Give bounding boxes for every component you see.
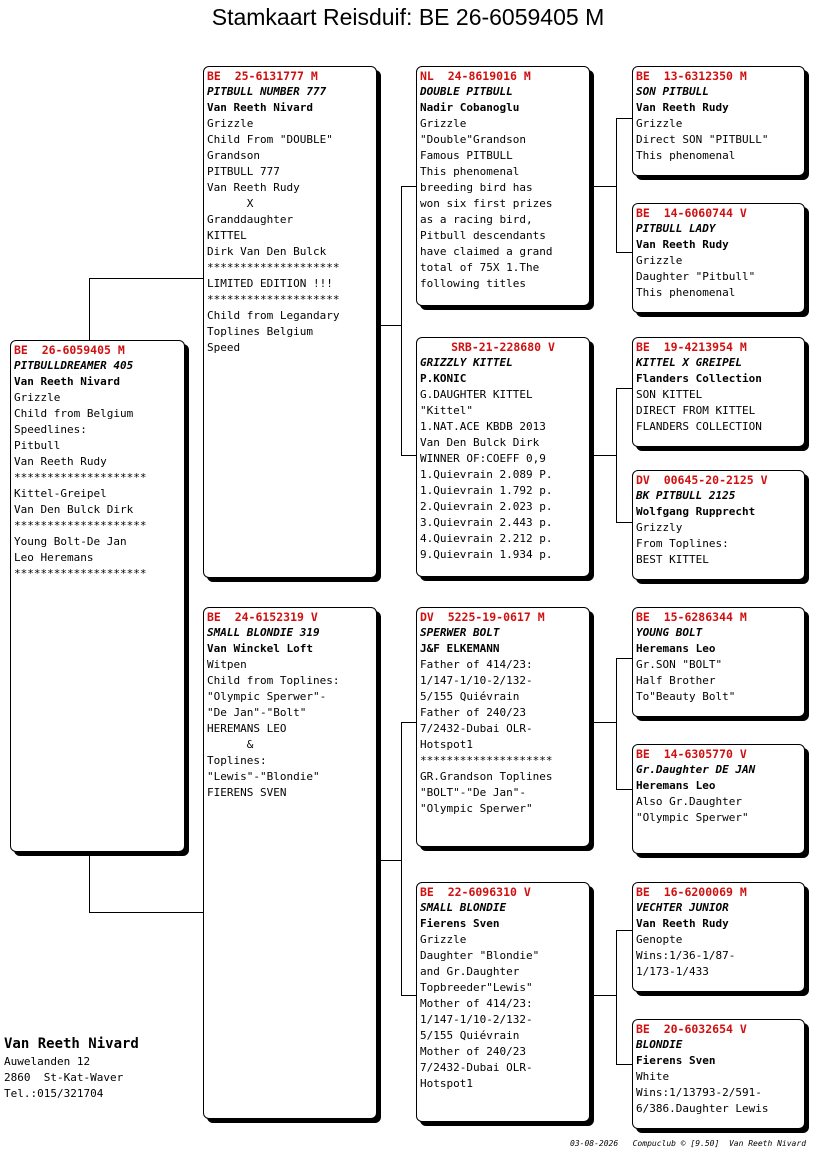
pigeon-name: PITBULL LADY (636, 222, 716, 235)
info-line: Van Den Bulck Dirk (14, 503, 134, 516)
info-line: Also Gr.Daughter (636, 795, 742, 808)
info-line: "Lewis"-"Blondie" (207, 770, 320, 783)
pigeon-name: PITBULL NUMBER 777 (207, 85, 327, 98)
info-line: Kittel-Greipel (14, 487, 107, 500)
pigeon-name: GRIZZLY KITTEL (420, 356, 513, 369)
pigeon-owner: P.KONIC (420, 372, 467, 385)
connector (616, 789, 633, 790)
pigeon-card-mmm[interactable] (632, 1019, 805, 1129)
pigeon-card-fmf[interactable] (632, 337, 805, 447)
info-line: have claimed a grand (420, 245, 553, 258)
info-line: 6/386.Daughter Lewis (636, 1102, 769, 1115)
pigeon-owner: Van Reeth Nivard (14, 375, 120, 388)
connector (616, 930, 633, 931)
info-line: 1/173-1/433 (636, 965, 709, 978)
pigeon-card-fmm[interactable] (632, 470, 805, 580)
info-line: 9.Quievrain 1.934 p. (420, 548, 553, 561)
info-line: Speed (207, 341, 241, 354)
connector (616, 930, 617, 1065)
breeder-info (4, 1034, 139, 1102)
pigeon-owner: Van Reeth Rudy (636, 917, 729, 930)
ring-number: NL 24-8619016 M (420, 69, 531, 83)
pigeon-card-paternal-grandmother[interactable] (416, 337, 590, 577)
info-line: BEST KITTEL (636, 553, 709, 566)
info-line: Witpen (207, 658, 247, 671)
info-line: won six first prizes (420, 197, 553, 210)
info-line: Hotspot1 (420, 1077, 473, 1090)
footer: 03-08-2026 Compuclub © [9.50] Van Reeth Nivard (570, 1139, 807, 1148)
pigeon-name: DOUBLE PITBULL (420, 85, 513, 98)
info-line: Dirk Van Den Bulck (207, 245, 327, 258)
pigeon-card-mfm[interactable] (632, 744, 805, 854)
ring-number: BE 14-6305770 V (636, 747, 747, 761)
pigeon-card-mff[interactable] (632, 607, 805, 717)
info-line: "Olympic Sperwer" (420, 802, 533, 815)
connector (590, 722, 616, 723)
info-line: Granddaughter (207, 213, 294, 226)
pigeon-card-maternal-grandmother[interactable] (416, 882, 590, 1122)
ring-number: BE 25-6131777 M (207, 69, 318, 83)
info-line: Half Brother (636, 674, 716, 687)
pigeon-owner: Nadir Cobanoglu (420, 101, 520, 114)
pigeon-name: PITBULLDREAMER 405 (14, 359, 134, 372)
info-line: 1.NAT.ACE KBDB 2013 (420, 420, 546, 433)
pigeon-owner: Heremans Leo (636, 779, 716, 792)
info-line: Grizzle (420, 117, 467, 130)
connector (616, 118, 617, 253)
info-line: FIERENS SVEN (207, 786, 287, 799)
info-line: This phenomenal (420, 165, 520, 178)
connector (401, 186, 402, 456)
pigeon-owner: Van Winckel Loft (207, 642, 313, 655)
connector (89, 912, 204, 913)
info-line: Wins:1/36-1/87- (636, 949, 736, 962)
pigeon-name: SPERWER BOLT (420, 626, 500, 639)
info-line: GR.Grandson Toplines (420, 770, 553, 783)
info-line: 7/2432-Dubai OLR- (420, 1061, 533, 1074)
info-line: Grizzle (636, 254, 683, 267)
info-line: This phenomenal (636, 286, 736, 299)
info-line: 2.Quievrain 2.023 p. (420, 500, 553, 513)
info-line: Famous PITBULL (420, 149, 513, 162)
pigeon-name: BLONDIE (636, 1038, 683, 1051)
pigeon-name: BK PITBULL 2125 (636, 489, 736, 502)
info-line: Pitbull descendants (420, 229, 546, 242)
ring-number: BE 19-4213954 M (636, 340, 747, 354)
info-line: ******************** (14, 471, 147, 484)
pigeon-name: SMALL BLONDIE (420, 901, 507, 914)
info-line: 7/2432-Dubai OLR- (420, 722, 533, 735)
info-line: 1.Quievrain 2.089 P. (420, 468, 553, 481)
pigeon-owner: J&F ELKEMANN (420, 642, 500, 655)
info-line: 1/147-1/10-2/132- (420, 1013, 533, 1026)
info-line: WINNER OF:COEFF 0,9 (420, 452, 546, 465)
info-line: Child From "DOUBLE" (207, 133, 333, 146)
info-line: Speedlines: (14, 423, 87, 436)
connector (89, 278, 204, 279)
info-line: Van Den Bulck Dirk (420, 436, 540, 449)
info-line: Wins:1/13793-2/591- (636, 1086, 762, 1099)
connector (616, 388, 633, 389)
breeder-city: 2860 St-Kat-Waver (4, 1071, 124, 1084)
pigeon-name: SMALL BLONDIE 319 (207, 626, 320, 639)
info-line: KITTEL (207, 229, 247, 242)
connector (89, 852, 90, 913)
pigeon-owner: Wolfgang Rupprecht (636, 505, 756, 518)
connector (401, 995, 417, 996)
info-line: "Double"Grandson (420, 133, 526, 146)
info-line: Toplines: (207, 754, 267, 767)
info-line: Father of 240/23 (420, 706, 526, 719)
pigeon-card-paternal-grandfather[interactable] (416, 66, 590, 306)
info-line: PITBULL 777 (207, 165, 280, 178)
info-line: as a racing bird, (420, 213, 533, 226)
connector (616, 1064, 633, 1065)
breeder-phone: Tel.:015/321704 (4, 1087, 104, 1100)
info-line: Grandson (207, 149, 260, 162)
info-line: Grizzle (420, 933, 467, 946)
info-line: "Olympic Sperwer" (636, 811, 749, 824)
info-line: breeding bird has (420, 181, 533, 194)
info-line: ******************** (14, 519, 147, 532)
info-line: 4.Quievrain 2.212 p. (420, 532, 553, 545)
info-line: Van Reeth Rudy (14, 455, 107, 468)
info-line: Leo Heremans (14, 551, 94, 564)
connector (616, 252, 633, 253)
ring-number: BE 22-6096310 V (420, 885, 531, 899)
pigeon-card-ffm[interactable] (632, 203, 805, 313)
connector (616, 118, 633, 119)
info-line: total of 75X 1.The (420, 261, 540, 274)
info-line: 5/155 Quiévrain (420, 1029, 520, 1042)
info-line: From Toplines: (636, 537, 729, 550)
info-line: LIMITED EDITION !!! (207, 277, 333, 290)
pigeon-card-fff[interactable] (632, 66, 805, 176)
info-line: 3.Quievrain 2.443 p. (420, 516, 553, 529)
breeder-street: Auwelanden 12 (4, 1055, 91, 1068)
pigeon-card-mmf[interactable] (632, 882, 805, 992)
info-line: Grizzle (14, 391, 61, 404)
info-line: "Olympic Sperwer"- (207, 690, 327, 703)
ring-number: BE 13-6312350 M (636, 69, 747, 83)
info-line: Hotspot1 (420, 738, 473, 751)
pigeon-card-maternal-grandfather[interactable] (416, 607, 590, 847)
info-line: Child from Belgium (14, 407, 134, 420)
info-line: Child from Legandary (207, 309, 340, 322)
info-line: Toplines Belgium (207, 325, 313, 338)
connector (401, 455, 417, 456)
pigeon-owner: Van Reeth Rudy (636, 101, 729, 114)
info-line: FLANDERS COLLECTION (636, 420, 762, 433)
pigeon-card-father[interactable] (203, 66, 377, 578)
pigeon-name: VECHTER JUNIOR (636, 901, 729, 914)
ring-number: BE 14-6060744 V (636, 206, 747, 220)
info-line: "BOLT"-"De Jan"- (420, 786, 526, 799)
pigeon-card-mother[interactable] (203, 607, 377, 1119)
info-line: & (207, 738, 254, 751)
info-line: 1/147-1/10-2/132- (420, 674, 533, 687)
info-line: This phenomenal (636, 149, 736, 162)
pigeon-name: KITTEL X GREIPEL (636, 356, 742, 369)
pigeon-owner: Heremans Leo (636, 642, 716, 655)
info-line: Grizzle (207, 117, 254, 130)
info-line: ******************** (207, 293, 340, 306)
breeder-name: Van Reeth Nivard (4, 1036, 139, 1052)
info-line: Child from Toplines: (207, 674, 340, 687)
info-line: To"Beauty Bolt" (636, 690, 736, 703)
info-line: Young Bolt-De Jan (14, 535, 127, 548)
connector (401, 722, 402, 996)
ring-number: DV 00645-20-2125 V (636, 473, 768, 487)
pigeon-owner: Van Reeth Rudy (636, 238, 729, 251)
ring-number: BE 15-6286344 M (636, 610, 747, 624)
info-line: Gr.SON "BOLT" (636, 658, 723, 671)
connector (616, 388, 617, 523)
connector (616, 522, 633, 523)
pigeon-owner: Van Reeth Nivard (207, 101, 313, 114)
ring-number: DV 5225-19-0617 M (420, 610, 545, 624)
connector (590, 455, 616, 456)
pigeon-owner: Flanders Collection (636, 372, 762, 385)
connector (616, 658, 617, 790)
pigeon-name: Gr.Daughter DE JAN (636, 763, 756, 776)
connector (616, 658, 633, 659)
connector (401, 722, 417, 723)
info-line: "Kittel" (420, 404, 473, 417)
info-line: "De Jan"-"Bolt" (207, 706, 307, 719)
info-line: 5/155 Quiévrain (420, 690, 520, 703)
info-line: X (207, 197, 254, 210)
connector (89, 278, 90, 340)
info-line: following titles (420, 277, 526, 290)
ring-number: SRB-21-228680 V (451, 340, 555, 354)
ring-number: BE 26-6059405 M (14, 343, 125, 357)
info-line: Grizzle (636, 117, 683, 130)
connector (377, 860, 401, 861)
pigeon-name: YOUNG BOLT (636, 626, 703, 639)
info-line: and Gr.Daughter (420, 965, 520, 978)
info-line: Daughter "Blondie" (420, 949, 540, 962)
info-line: G.DAUGHTER KITTEL (420, 388, 533, 401)
ring-number: BE 24-6152319 V (207, 610, 318, 624)
ring-number: BE 16-6200069 M (636, 885, 747, 899)
pigeon-card-subject[interactable] (10, 340, 185, 852)
info-line: White (636, 1070, 670, 1083)
info-line: Topbreeder"Lewis" (420, 981, 533, 994)
info-line: Direct SON "PITBULL" (636, 133, 769, 146)
connector (590, 186, 616, 187)
info-line: 1.Quievrain 1.792 p. (420, 484, 553, 497)
info-line: ******************** (14, 567, 147, 580)
info-line: Pitbull (14, 439, 61, 452)
info-line: HEREMANS LEO (207, 722, 287, 735)
info-line: DIRECT FROM KITTEL (636, 404, 756, 417)
info-line: Genopte (636, 933, 683, 946)
page-title: Stamkaart Reisduif: BE 26-6059405 M (211, 4, 605, 30)
info-line: Father of 414/23: (420, 658, 533, 671)
connector (377, 325, 401, 326)
info-line: Daughter "Pitbull" (636, 270, 756, 283)
info-line: SON KITTEL (636, 388, 703, 401)
info-line: Van Reeth Rudy (207, 181, 300, 194)
info-line: Grizzly (636, 521, 683, 534)
pigeon-owner: Fierens Sven (636, 1054, 716, 1067)
connector (590, 995, 616, 996)
info-line: ******************** (420, 754, 553, 767)
pigeon-owner: Fierens Sven (420, 917, 500, 930)
info-line: Mother of 240/23 (420, 1045, 526, 1058)
pigeon-name: SON PITBULL (636, 85, 709, 98)
connector (401, 186, 417, 187)
ring-number: BE 20-6032654 V (636, 1022, 747, 1036)
info-line: ******************** (207, 261, 340, 274)
info-line: Mother of 414/23: (420, 997, 533, 1010)
